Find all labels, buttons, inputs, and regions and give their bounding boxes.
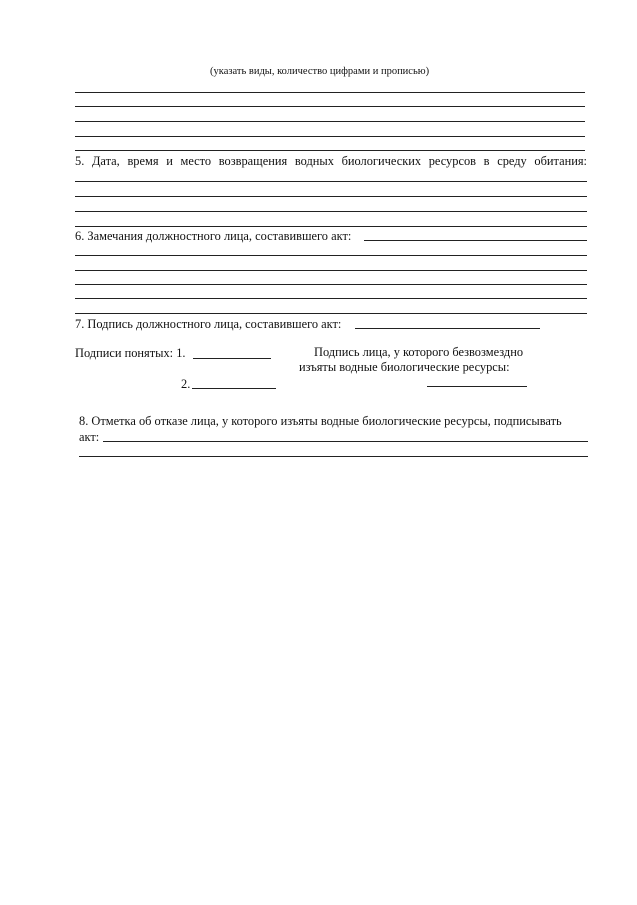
fill-line[interactable]	[75, 136, 585, 137]
witness-1-signature-line[interactable]	[193, 358, 271, 359]
fill-line[interactable]	[364, 240, 587, 241]
subject-signature-label-line-1: Подпись лица, у которого безвозмездно	[314, 345, 524, 359]
witness-2-signature-line[interactable]	[192, 388, 276, 389]
witness-signatures-label: Подписи понятых: 1.	[75, 346, 186, 360]
section-5-heading: 5. Дата, время и место возвращения водных биологических ресурсов в среду обитания:	[75, 154, 587, 168]
official-signature-line[interactable]	[355, 328, 540, 329]
quantity-hint: (указать виды, количество цифрами и прописью)	[210, 66, 430, 77]
fill-line[interactable]	[75, 211, 587, 212]
section-7-heading: 7. Подпись должностного лица, составившего акт:	[75, 317, 342, 331]
witness-2-label: 2.	[181, 377, 191, 391]
fill-line[interactable]	[75, 92, 585, 93]
fill-line[interactable]	[75, 284, 587, 285]
fill-line[interactable]	[75, 298, 587, 299]
refusal-fill-line[interactable]	[79, 456, 588, 457]
fill-line[interactable]	[75, 150, 585, 151]
fill-line[interactable]	[75, 196, 587, 197]
fill-line[interactable]	[75, 255, 587, 256]
subject-signature-line[interactable]	[427, 386, 527, 387]
section-6-heading: 6. Замечания должностного лица, составившего акт:	[75, 229, 352, 243]
section-8-heading-cont: акт:	[79, 430, 100, 444]
fill-line[interactable]	[75, 121, 585, 122]
fill-line[interactable]	[75, 313, 587, 314]
refusal-fill-line[interactable]	[103, 441, 588, 442]
fill-line[interactable]	[75, 181, 587, 182]
fill-line[interactable]	[75, 226, 587, 227]
fill-line[interactable]	[75, 106, 585, 107]
section-8-heading: 8. Отметка об отказе лица, у которого изъяты водные биологические ресурсы, подписывать	[79, 414, 562, 428]
fill-line[interactable]	[75, 270, 587, 271]
subject-signature-label-line-2: изъяты водные биологические ресурсы:	[299, 360, 510, 374]
